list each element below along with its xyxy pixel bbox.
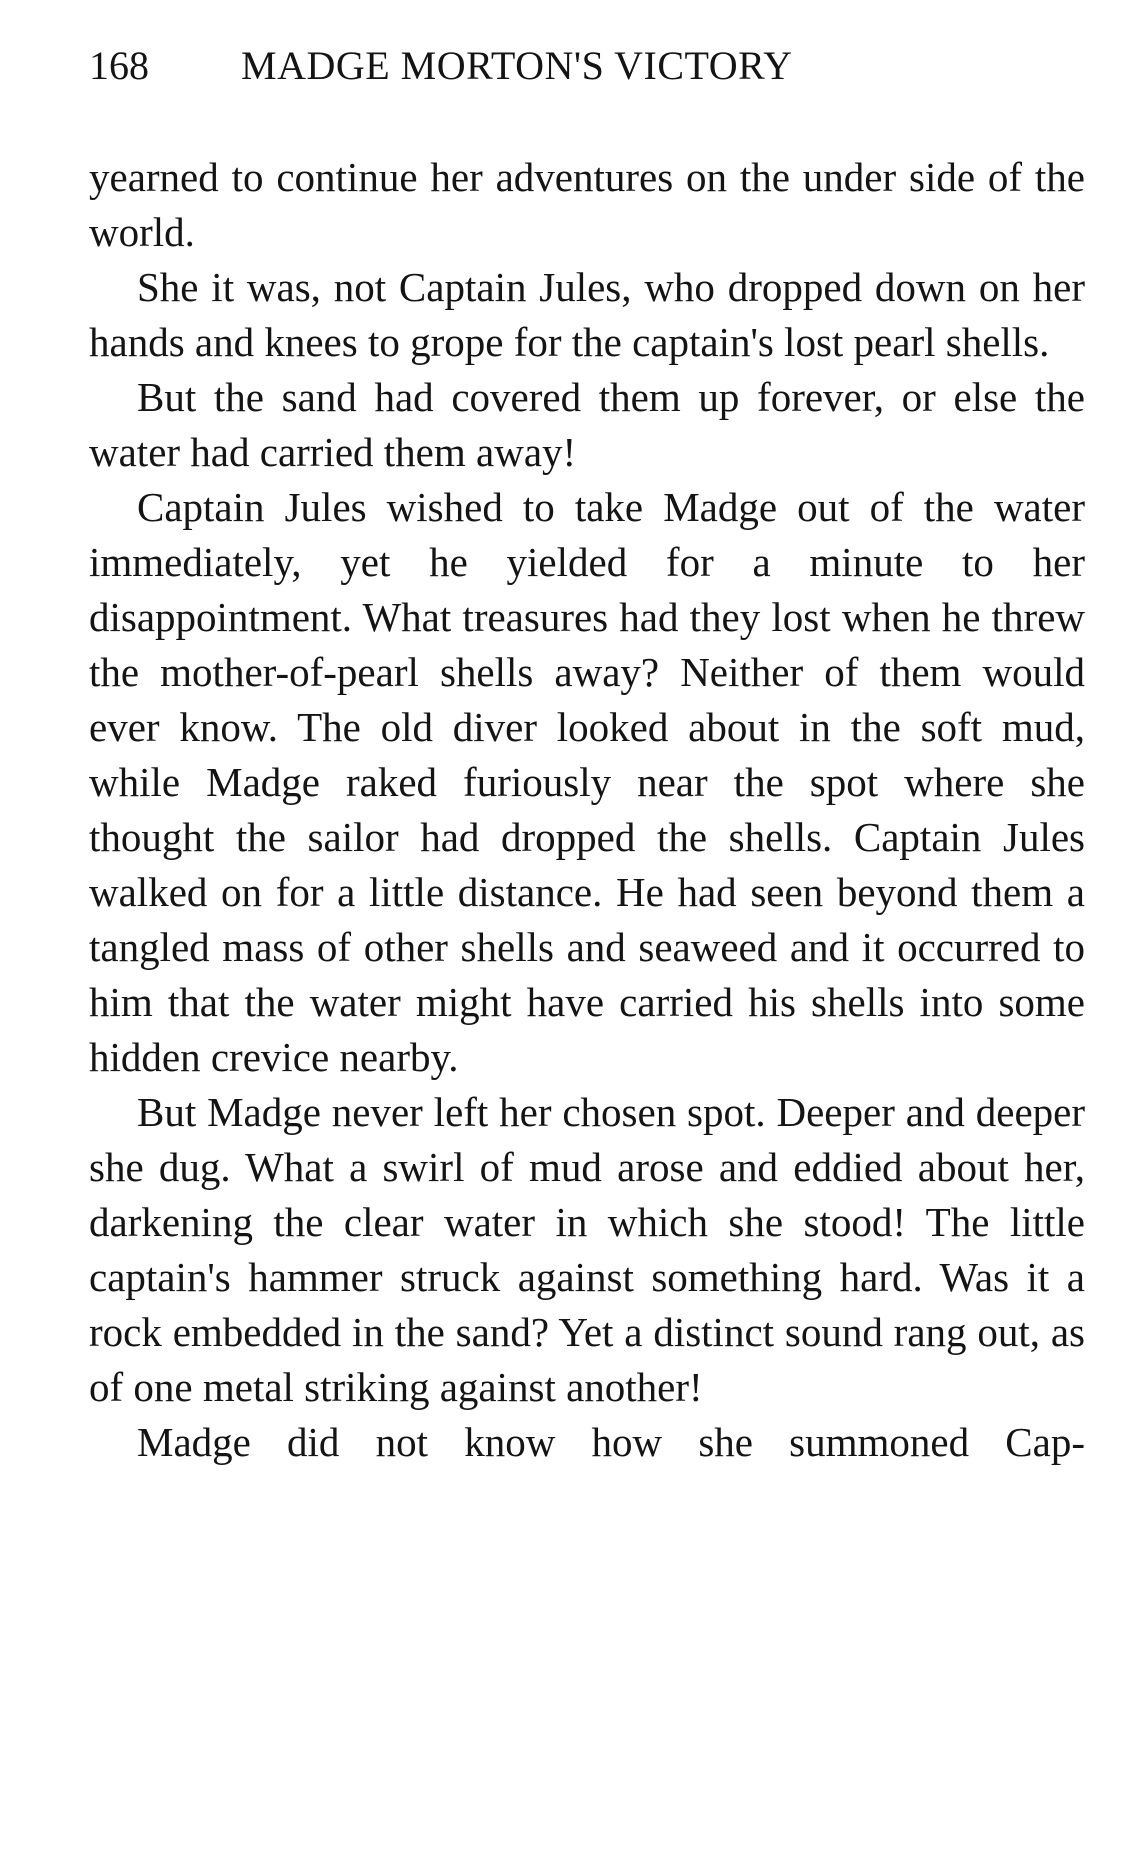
paragraph: But Madge never left her chosen spot. Deeper and deeper she dug. What a swirl of mud arose and eddied about her, darkening the clear water in which she stood! The little captain's hammer struck against something hard. Was it a rock embedded in the sand? Yet a distinct sound rang out, as of one metal striking against another! [89, 1089, 1085, 1410]
paragraph: Madge did not know how she summoned Cap- [137, 1419, 1085, 1465]
paragraph: But the sand had covered them up forever, or else the water had carried them away! [89, 374, 1085, 475]
paragraph: She it was, not Captain Jules, who dropped down on her hands and knees to grope for the captain's lost pearl shells. [89, 264, 1085, 365]
running-head: MADGE MORTON'S VICTORY [241, 43, 793, 88]
page-number: 168 [89, 43, 149, 88]
page-header [89, 36, 969, 96]
body-text [89, 150, 1085, 1470]
paragraph: Captain Jules wished to take Madge out of the water immediately, yet he yielded for a minute to her disappointment. What treasures had they lost when he threw the mother-of-pearl shells away? Neither of them would ever know. The old diver looked about in the soft mud, while Madge raked furiously near the spot where she thought the sailor had dropped the shells. Captain Jules walked on for a little distance. He had seen beyond them a tangled mass of other shells and seaweed and it occurred to him that the water might have carried his shells into some hidden crevice nearby. [89, 484, 1085, 1080]
paragraph: yearned to continue her adventures on the under side of the world. [89, 154, 1085, 255]
